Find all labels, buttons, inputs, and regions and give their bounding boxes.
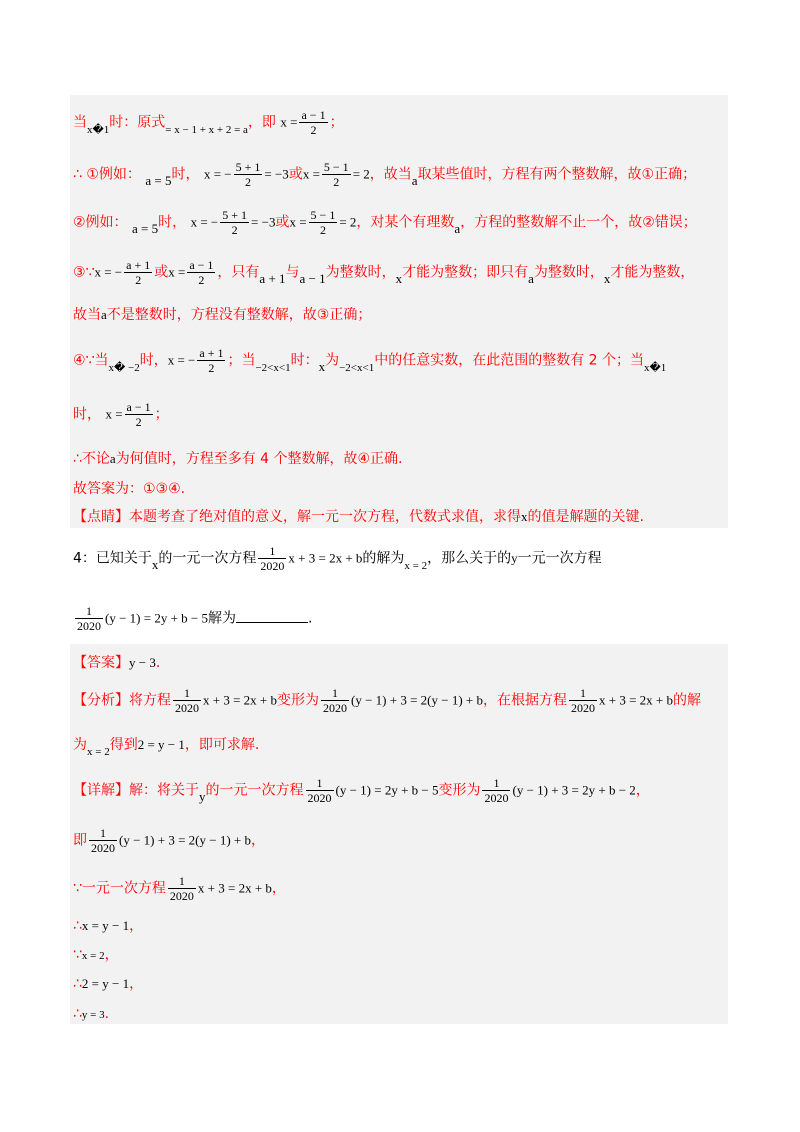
math: a − 1 — [299, 270, 326, 286]
text: ④∵当 — [73, 352, 109, 369]
therefore-symbol: ∴ — [73, 976, 82, 992]
text: ∴不论 — [73, 451, 110, 467]
fraction-numerator: 1 — [173, 686, 201, 701]
text: 或 — [275, 214, 290, 231]
fraction — [299, 108, 327, 137]
fraction — [569, 686, 597, 715]
fraction — [187, 258, 215, 287]
solution-line-case-x-ge-1 — [73, 108, 344, 137]
equation-lhs: x = − — [167, 352, 196, 368]
math: x = 2 — [87, 746, 110, 758]
fraction-denominator: 2 — [333, 175, 340, 189]
text: 才能为整数；即只有 — [402, 264, 529, 281]
equation-lhs: x = − — [94, 264, 123, 280]
text: 故当 — [73, 307, 101, 323]
text: 当 — [73, 114, 87, 131]
equation: x + 3 = 2x + b — [197, 880, 272, 896]
math: −2<x<1 — [339, 361, 375, 374]
equation: (y − 1) + 3 = 2(y − 1) + b — [351, 692, 483, 708]
equation: x + 3 = 2x + b — [598, 692, 673, 708]
question-4-line-1 — [73, 544, 602, 573]
fraction — [306, 776, 334, 805]
fraction-numerator: 5 − 1 — [323, 160, 349, 174]
text: 的一元一次方程 — [158, 550, 257, 567]
math: x� −2 — [108, 361, 140, 374]
fraction — [309, 208, 338, 237]
text: 即 — [73, 832, 87, 849]
fraction — [173, 686, 201, 715]
fraction — [124, 258, 152, 287]
text: ，故当 — [369, 166, 412, 183]
text: 为整数时， — [533, 264, 604, 281]
equation: x + 3 = 2x + b — [288, 550, 363, 566]
text: ， — [129, 918, 144, 934]
fraction-denominator: 2020 — [323, 701, 347, 715]
text: . — [104, 1006, 110, 1022]
math: y — [199, 788, 206, 804]
text: . — [307, 610, 313, 627]
text: 中的任意实数，在此范围的整数有 2 个；当 — [374, 352, 645, 369]
condition-math: x�1 — [87, 123, 110, 136]
text: ； — [329, 114, 344, 131]
fraction — [258, 544, 286, 573]
text: 为 — [325, 352, 340, 369]
fraction-denominator: 2020 — [570, 701, 595, 715]
equation-lhs: x = — [302, 166, 320, 182]
fraction-denominator: 2 — [135, 273, 142, 287]
math: y = 3 — [81, 1009, 105, 1021]
text: . — [155, 655, 161, 671]
detail-line-7 — [73, 1005, 109, 1024]
detail-line-5 — [73, 946, 119, 965]
text: ，对某个有理数 — [356, 214, 455, 231]
text: 时， — [158, 214, 187, 231]
text: ∵一元一次方程 — [73, 880, 166, 897]
fraction — [75, 604, 103, 633]
detail-line-1 — [73, 776, 650, 805]
fraction-numerator: 1 — [321, 686, 349, 701]
fraction-denominator: 2020 — [175, 701, 199, 715]
math: y − 3 — [129, 655, 156, 670]
fraction-numerator: a + 1 — [199, 346, 224, 360]
text: 的解 — [672, 692, 701, 709]
math: x — [318, 358, 326, 374]
text: ， — [271, 880, 286, 897]
answer-line: 故答案为：①③④. — [73, 481, 186, 497]
fraction — [220, 208, 249, 237]
text: ，那么关于的 — [427, 550, 512, 567]
math: x = 2 — [81, 950, 105, 962]
math: a — [454, 220, 461, 236]
expression-math: = x − 1 + x + 2 = a — [165, 123, 248, 136]
equation-rhs: = 2 — [339, 214, 357, 230]
equation-lhs: x = — [105, 406, 123, 422]
question-4-line-2 — [73, 604, 312, 633]
answer-label-line — [73, 654, 160, 672]
fraction-denominator: 2 — [319, 223, 326, 237]
text: ， — [250, 832, 265, 849]
text: 解为 — [207, 610, 236, 627]
text: 为何值时，方程至多有 4 个整数解，故④正确. — [115, 451, 403, 467]
text: 为 — [73, 737, 87, 753]
text: 时， — [171, 166, 200, 183]
detail-line-6 — [73, 975, 143, 993]
fraction-denominator: 2020 — [91, 841, 115, 855]
solution-line-case-3 — [73, 258, 694, 287]
math: a — [109, 451, 116, 466]
fraction-numerator: 1 — [306, 776, 334, 791]
fraction-denominator: 2 — [135, 415, 142, 429]
fraction-denominator: 2 — [231, 223, 238, 237]
text: ，只有 — [217, 264, 260, 281]
key-point-line — [73, 508, 644, 526]
equation-rhs: = −3 — [264, 166, 289, 182]
text: ②例如： — [73, 214, 128, 231]
fraction — [234, 160, 263, 189]
text: 为整数时， — [325, 264, 396, 281]
math: y — [511, 550, 518, 566]
equation-rhs: = −3 — [251, 214, 276, 230]
answer-blank — [236, 608, 308, 623]
equation: (y − 1) + 3 = 2y + b − 2 — [512, 782, 636, 798]
analysis-line-2 — [73, 736, 260, 758]
math: −2<x<1 — [255, 361, 291, 374]
equation: (y − 1) = 2y + b − 5 — [105, 610, 208, 626]
fraction-denominator: 2020 — [77, 619, 101, 633]
equation-lhs: x = − — [203, 166, 232, 182]
because-symbol: ∵ — [73, 947, 82, 963]
therefore-symbol: ∴ — [73, 1006, 82, 1022]
text: 时， — [73, 406, 101, 423]
equation-lhs: x = — [168, 264, 186, 280]
text: 才能为整数， — [610, 264, 695, 281]
text: ； — [154, 406, 169, 423]
text: 时： — [290, 352, 319, 369]
fraction-denominator: 2020 — [307, 791, 332, 805]
math: x = y − 1 — [81, 918, 130, 933]
math: x — [395, 270, 403, 286]
fraction — [125, 400, 153, 429]
text: 或 — [288, 166, 303, 183]
equation-rhs: = 2 — [352, 166, 370, 182]
math: x = 2 — [404, 559, 428, 572]
math: a — [528, 270, 534, 286]
math: x�1 — [644, 361, 667, 374]
equation-lhs: x = — [289, 214, 307, 230]
text: 【点睛】本题考查了绝对值的意义，解一元一次方程，代数式求值，求得 — [73, 509, 521, 525]
text: 得到 — [109, 737, 138, 753]
math: a = 5 — [132, 220, 159, 236]
text: 变形为 — [277, 692, 319, 709]
fraction-numerator: 5 − 1 — [310, 208, 336, 222]
detail-line-4 — [73, 917, 143, 935]
fraction — [89, 826, 117, 855]
fraction — [482, 776, 510, 805]
solution-line-case-4-cont — [73, 400, 169, 429]
math: x — [151, 556, 159, 572]
text: 一元一次方程 — [517, 550, 602, 567]
detail-line-2 — [73, 826, 265, 855]
text: 取某些值时，方程有两个整数解，故①正确； — [417, 166, 697, 183]
text: ，即可求解. — [184, 737, 260, 753]
text: 【详解】解：将关于 — [73, 782, 199, 799]
analysis-line-1 — [73, 686, 701, 715]
math: x — [603, 270, 611, 286]
fraction-denominator: 2 — [198, 273, 205, 287]
fraction-denominator: 2 — [245, 175, 251, 189]
text: 或 — [154, 264, 169, 281]
fraction-denominator: 2020 — [169, 889, 194, 903]
solution-line-case-4 — [73, 346, 666, 375]
solution-line-case-3-conclusion — [73, 306, 371, 324]
fraction-denominator: 2020 — [260, 559, 285, 573]
fraction-numerator: 1 — [482, 776, 510, 791]
text: 时， — [139, 352, 168, 369]
solution-line-example-1 — [73, 160, 696, 189]
fraction — [168, 874, 196, 903]
text: 的解为 — [362, 550, 405, 567]
fraction-numerator: a − 1 — [301, 108, 326, 122]
text: 4：已知关于 — [73, 550, 152, 567]
text: 的值是解题的关键. — [527, 509, 644, 525]
text: 与 — [285, 264, 300, 281]
text: ，在根据方程 — [482, 692, 567, 709]
text: ， — [104, 947, 119, 963]
math: 2 = y − 1 — [137, 737, 185, 752]
text: ；当 — [227, 352, 256, 369]
solution-line-conclusion — [73, 450, 403, 468]
solution-line-example-2 — [73, 208, 697, 237]
fraction-numerator: 1 — [89, 826, 117, 841]
fraction-denominator: 2020 — [484, 791, 509, 805]
text: 的一元一次方程 — [205, 782, 304, 799]
text: 【分析】将方程 — [73, 692, 171, 709]
text: 不是整数时，方程没有整数解，故③正确； — [106, 307, 372, 323]
fraction-numerator: 1 — [75, 604, 103, 619]
text: ， — [129, 976, 144, 992]
text: ③∵ — [73, 264, 95, 281]
fraction-numerator: a − 1 — [189, 258, 214, 272]
math: a = 5 — [145, 172, 172, 188]
fraction-numerator: a − 1 — [126, 400, 151, 414]
fraction — [321, 686, 349, 715]
fraction-numerator: 1 — [258, 544, 286, 559]
text: ，方程的整数解不止一个，故②错误； — [460, 214, 697, 231]
math: a + 1 — [259, 270, 286, 286]
text: ，即 — [247, 114, 276, 131]
text: 时：原式 — [109, 114, 166, 131]
equation: (y − 1) + 3 = 2(y − 1) + b — [119, 832, 251, 848]
therefore-symbol: ∴ — [73, 918, 82, 934]
fraction-denominator: 2 — [310, 123, 317, 137]
fraction — [197, 346, 225, 375]
fraction-numerator: 5 + 1 — [222, 208, 248, 222]
fraction — [322, 160, 351, 189]
equation: x + 3 = 2x + b — [203, 692, 277, 708]
text: ∴ ①例如： — [73, 166, 141, 183]
math: a — [101, 307, 107, 322]
text: 【答案】 — [73, 655, 129, 671]
equation-lhs: x = — [280, 114, 298, 130]
fraction-numerator: 1 — [168, 874, 196, 889]
equation: (y − 1) = 2y + b − 5 — [335, 782, 439, 798]
text: ， — [635, 782, 650, 799]
fraction-denominator: 2 — [208, 361, 215, 375]
math: 2 = y − 1 — [81, 976, 130, 991]
fraction-numerator: a + 1 — [126, 258, 151, 272]
detail-line-3 — [73, 874, 286, 903]
fraction-numerator: 5 + 1 — [235, 160, 261, 174]
math: x — [521, 509, 528, 524]
fraction-numerator: 1 — [569, 686, 597, 701]
equation-lhs: x = − — [190, 214, 219, 230]
text: 变形为 — [438, 782, 481, 799]
math: a — [411, 172, 418, 188]
